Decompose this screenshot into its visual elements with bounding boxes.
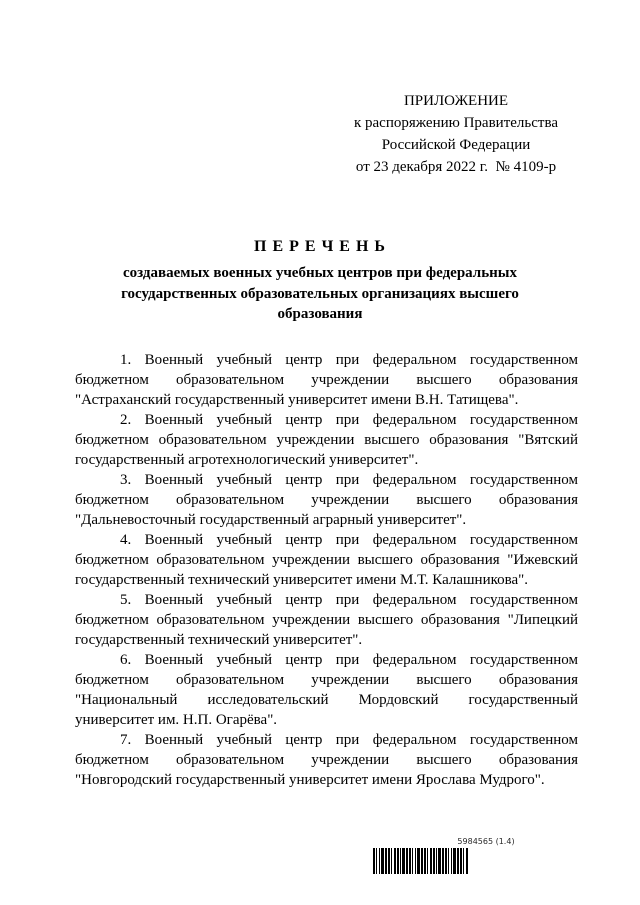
- paragraph-1: 1. Военный учебный центр при федеральном государственном бюджетном образовательном учреждении высшего образования "Астраханский государственный университет имени В.Н. Татищева".: [75, 352, 578, 408]
- paragraph-2: 2. Военный учебный центр при федеральном государственном бюджетном образовательном учреждении высшего образования "Вятский государственный агротехнологический университет".: [75, 412, 578, 468]
- document-title: П Е Р Е Ч Е Н Ь: [254, 238, 386, 255]
- barcode-label: 5984565 (1.4): [457, 837, 515, 846]
- header-line-appendix: ПРИЛОЖЕНИЕ: [403, 93, 509, 109]
- header-line-decree: к распоряжению Правительства: [353, 115, 558, 131]
- barcode: [373, 837, 559, 874]
- header-line-federation: Российской Федерации: [381, 137, 531, 153]
- header-line-date-number: от 23 декабря 2022 г. № 4109-р: [355, 159, 557, 175]
- barcode-image: [373, 848, 559, 874]
- paragraph-3: 3. Военный учебный центр при федеральном государственном бюджетном образовательном учреждении высшего образования "Дальневосточный государственный аграрный университет".: [75, 472, 578, 528]
- barcode-gap: [468, 848, 469, 874]
- document-header: [338, 90, 574, 178]
- document-body: [75, 350, 578, 790]
- paragraph-7: 7. Военный учебный центр при федеральном государственном бюджетном образовательном учреждении высшего образования "Новгородский государственный университет имени Ярослава Мудрого".: [75, 732, 578, 788]
- paragraph-5: 5. Военный учебный центр при федеральном государственном бюджетном образовательном учреждении высшего образования "Липецкий государственный технический университет".: [75, 592, 578, 648]
- paragraph-6: 6. Военный учебный центр при федеральном государственном бюджетном образовательном учреждении высшего образования "Национальный исследовательский Мордовский государственный университет им. Н.П. Огарёва".: [75, 652, 578, 728]
- paragraph-4: 4. Военный учебный центр при федеральном государственном бюджетном образовательном учреждении высшего образования "Ижевский государственный технический университет имени М.Т. Калашникова".: [75, 532, 578, 588]
- document-subtitle: создаваемых военных учебных центров при федеральных государственных образовательных организациях высшего образования: [121, 265, 519, 322]
